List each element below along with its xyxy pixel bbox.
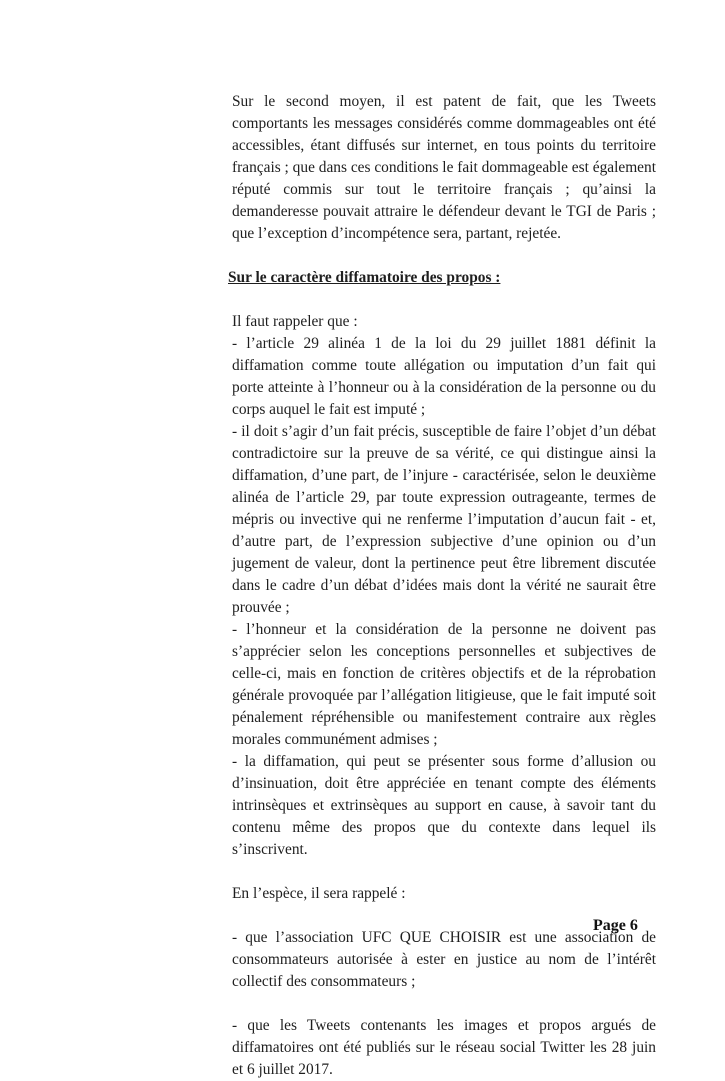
- spacer: [228, 245, 656, 267]
- list-item: - il doit s’agir d’un fait précis, susceptible de faire l’objet d’un débat contradictoire sur la preuve de sa vérité, ce qui distingue ainsi la diffamation, d’une part, de l’injure - caractérisée, selon le deuxième alinéa de l’article 29, par toute expression outrageante, termes de mépris ou invective qui ne renferme l’imputation d’aucun fait - et, d’autre part, de l’expression subjective d’une opinion ou d’un jugement de valeur, dont la pertinence peut être librement discutée dans le cadre d’un débat d’idées mais dont la vérité ne saurait être prouvée ;: [232, 423, 656, 616]
- list-item: - que les Tweets contenants les images et propos argués de diffamatoires ont été publiés sur le réseau social Twitter les 28 juin et 6 juillet 2017.: [232, 1017, 656, 1078]
- page-number: Page 6: [593, 917, 638, 934]
- espece-intro: En l’espèce, il sera rappelé :: [232, 885, 406, 902]
- list-item: - la diffamation, qui peut se présenter sous forme d’allusion ou d’insinuation, doit être appréciée en tenant compte des éléments intrinsèques et extrinsèques au support en cause, à savoir tant du contenu même des propos que du contexte dans lequel ils s’inscrivent.: [232, 753, 656, 858]
- spacer: [228, 993, 656, 1015]
- spacer: [228, 905, 656, 927]
- section-heading: Sur le caractère diffamatoire des propos :: [228, 269, 501, 286]
- paragraph-competence: Sur le second moyen, il est patent de fait, que les Tweets comportants les messages considérés comme dommageables ont été accessibles, étant diffusés sur internet, en tous points du territoire français ; que dans ces conditions le fait dommageable est également réputé commis sur tout le territoire français ; qu’ainsi la demanderesse pouvait attraire le défendeur devant le TGI de Paris ; que l’exception d’incompétence sera, partant, rejetée.: [232, 93, 656, 242]
- list-item: - l’article 29 alinéa 1 de la loi du 29 juillet 1881 définit la diffamation comme toute allégation ou imputation d’un fait qui porte atteinte à l’honneur ou à la considération de la personne ou du corps auquel le fait est imputé ;: [232, 335, 656, 418]
- list-item: - que l’association UFC QUE CHOISIR est une association de consommateurs autorisée à ester en justice au nom de l’intérêt collectif des consommateurs ;: [232, 929, 656, 990]
- list-item: - l’honneur et la considération de la personne ne doivent pas s’apprécier selon les conceptions personnelles et subjectives de celle-ci, mais en fonction de critères objectifs et de la réprobation générale provoquée par l’allégation litigieuse, que le fait imputé soit pénalement répréhensible ou manifestement contraire aux règles morales communément admises ;: [232, 621, 656, 748]
- document-body: [228, 91, 656, 1081]
- intro-text: Il faut rappeler que :: [232, 313, 358, 330]
- spacer: [228, 289, 656, 311]
- spacer: [228, 861, 656, 883]
